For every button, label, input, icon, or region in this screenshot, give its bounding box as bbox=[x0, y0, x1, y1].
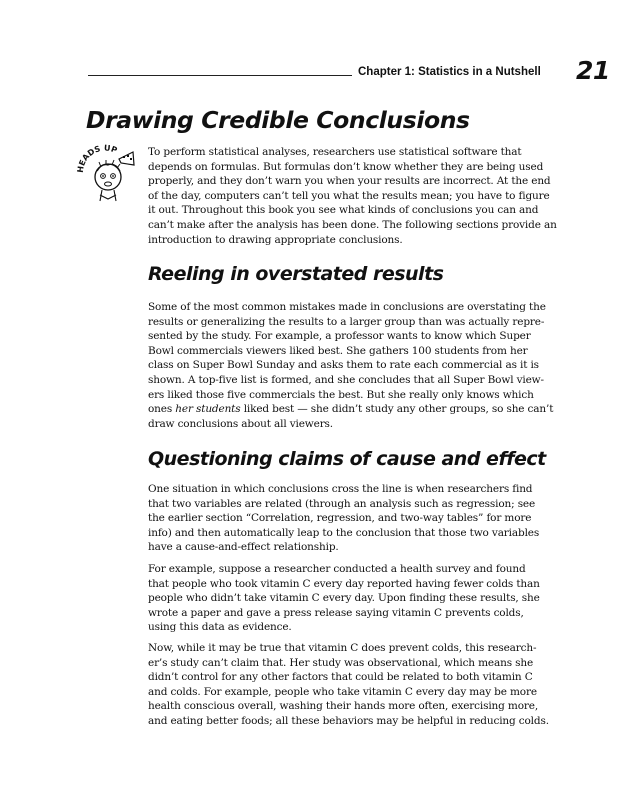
emphasis-her-students: her students bbox=[175, 403, 241, 416]
intro-paragraph: To perform statistical analyses, researchers use statistical software that depends on formulas. But formulas don’t know whether they are being used properly, and they don’t warn you when your results are incorrect. At the end of the day, computers can’t tell you what the results mean; you have to figure it out. Throughout this book you see what kinds of conclusions you can and can’t make after the analysis has been done. The following sections provide an introduction to drawing appropriate conclusions. bbox=[148, 146, 557, 246]
overstated-paragraph: Some of the most common mistakes made in conclusions are overstating the results or generalizing the results to a larger group than was actually repre- sented by the study. For example, a professor wants to know which Super Bowl commercials viewers liked best. She gathers 100 students from her class on Super Bowl Sunday and asks them to rate each commercial as it is shown. A top-five list is formed, and she concludes that all Super Bowl view- ers liked those five commercials the best. But she really only knows which ones her students liked best — she didn’t study any other groups, so she can’t draw conclusions about all viewers. bbox=[148, 301, 554, 430]
cause-effect-paragraph-1: One situation in which conclusions cross the line is when researchers find that two variables are related (through an analysis such as regression; see the earlier section “Correlation, regression, and two-way tables” for more info) and then automatically leap to the conclusion that those two variables have a cause-and-effect relationship. bbox=[148, 483, 540, 554]
cause-effect-paragraph-2: For example, suppose a researcher conducted a health survey and found that people who took vitamin C every day reported having fewer colds than people who didn’t take vitamin C every day. Upon finding these results, she wrote a paper and gave a press release saying vitamin C prevents colds, using this data as evidence. bbox=[148, 563, 540, 634]
subsection-title-overstated: Reeling in overstated results bbox=[148, 263, 444, 285]
page-number: 21 bbox=[576, 56, 610, 85]
subsection-title-cause-effect: Questioning claims of cause and effect bbox=[148, 448, 546, 470]
header-rule bbox=[88, 75, 352, 76]
running-head: Chapter 1: Statistics in a Nutshell bbox=[358, 66, 541, 78]
heads-up-icon bbox=[75, 143, 145, 205]
heads-up-label: HEADS UP bbox=[75, 143, 119, 174]
cause-effect-paragraph-3: Now, while it may be true that vitamin C does prevent colds, this research- er’s study can’t claim that. Her study was observational, which means she didn’t control for any other factors that could be related to both vitamin C and colds. For example, people who take vitamin C every day may be more health conscious overall, washing their hands more often, exercising more, and eating better foods; all these behaviors may be helpful in reducing colds. bbox=[148, 642, 549, 727]
section-title: Drawing Credible Conclusions bbox=[86, 106, 470, 134]
